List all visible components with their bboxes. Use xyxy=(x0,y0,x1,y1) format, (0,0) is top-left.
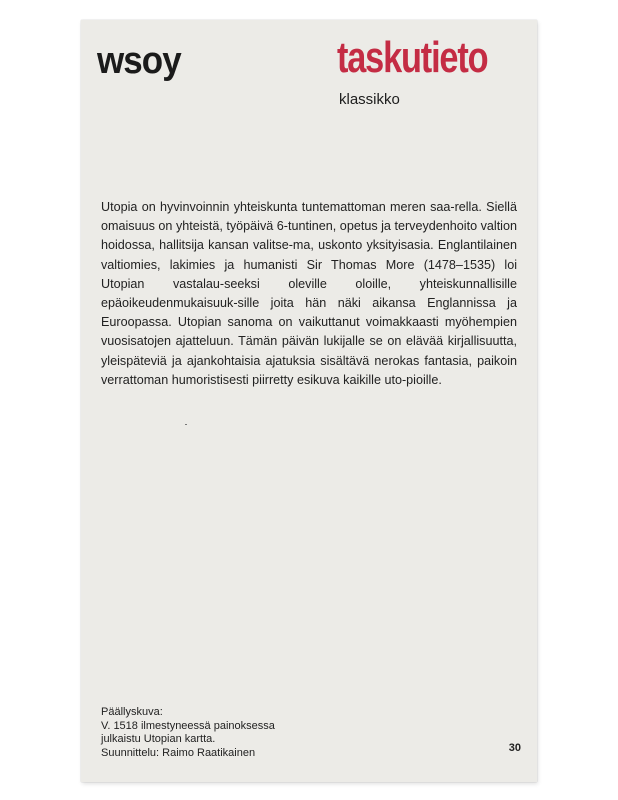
series-number: 30 xyxy=(508,742,521,754)
blurb-text: Utopia on hyvinvoinnin yhteiskunta tuntemattoman meren saa-rella. Siellä omaisuus on yhteistä, työpäivä 6-tuntinen, opetus ja terveydenhoito valtion hoidossa, hallitsija kansan valitse-ma, uskonto yksityisasia. Englantilainen valtiomies, lakimies ja humanisti Sir Thomas More (1478–1535) loi Utopian vastalau-seeksi oleville oloille, yhteiskunnallisille epäoikeudenmukaisuuk-sille joita hän näki aikansa Englannissa ja Euroopassa. Utopian sanoma on vaikuttanut voimakkaasti myöhempien vuosisatojen ajatteluun. Tämän päivän lukijalle se on elävää kirjallisuutta, yleispäteviä ja ajankohtaisia ajatuksia sisältävä nerokas fantasia, paikoin verrattoman humoristisesti piirretty esikuva kaikille uto-pioille. xyxy=(101,200,517,387)
series-subtitle: klassikko xyxy=(339,91,400,108)
print-speck xyxy=(185,424,187,425)
publisher-logo: wsoy xyxy=(97,40,181,82)
series-title: taskutieto xyxy=(337,33,488,82)
credits-line-2: V. 1518 ilmestyneessä painoksessa xyxy=(101,719,275,732)
credits-line-1: Päällyskuva: xyxy=(101,706,163,718)
credits-line-4: Suunnittelu: Raimo Raatikainen xyxy=(101,746,256,759)
cover-credits xyxy=(101,706,275,760)
credits-line-3: julkaistu Utopian kartta. xyxy=(101,733,216,746)
book-back-cover xyxy=(81,20,537,782)
